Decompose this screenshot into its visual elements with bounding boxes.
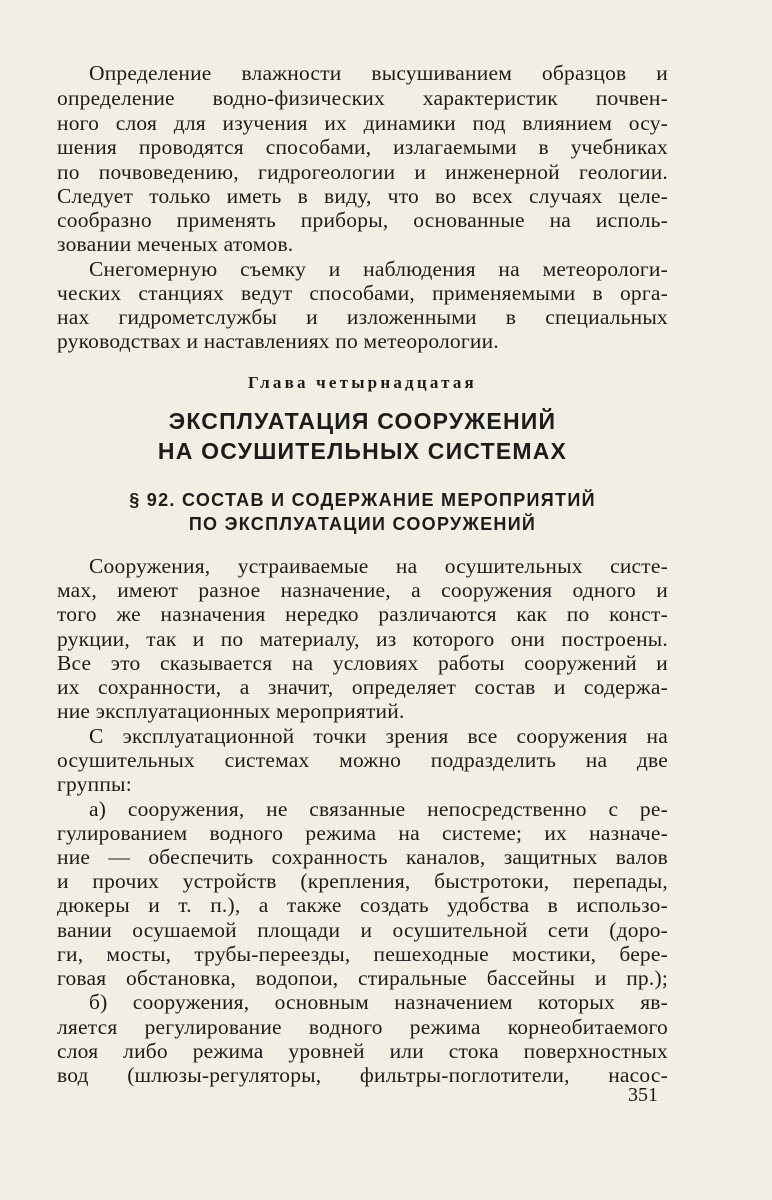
- text-line: Все это сказывается на условиях работы сооружений и: [57, 651, 668, 675]
- text-line: зовании меченых атомов.: [57, 232, 294, 256]
- text-line: ние эксплуатационных мероприятий.: [57, 699, 405, 723]
- text-line: ляется регулирование водного режима корнеобитаемого: [57, 1015, 668, 1039]
- section-title-line: § 92. СОСТАВ И СОДЕРЖАНИЕ МЕРОПРИЯТИЙ: [129, 490, 596, 510]
- page-number: 351: [628, 1084, 658, 1106]
- text-line: ние — обеспечить сохранность каналов, защитных валов: [57, 845, 668, 869]
- text-line: мах, имеют разное назначение, а сооружения одного и: [57, 578, 668, 602]
- text-line: шения проводятся способами, излагаемыми в учебниках: [57, 135, 668, 159]
- text-line: ческих станциях ведут способами, применяемыми в орга-: [57, 281, 668, 305]
- text-line: Следует только иметь в виду, что во всех случаях целе-: [57, 184, 668, 208]
- section-title-line: ПО ЭКСПЛУАТАЦИИ СООРУЖЕНИЙ: [188, 514, 537, 534]
- text-line: и прочих устройств (крепления, быстротоки, перепады,: [57, 869, 668, 893]
- text-line: вании осушаемой площади и осушительной сети (доро-: [57, 918, 668, 942]
- text-line: их сохранности, а значит, определяет состав и содержа-: [57, 675, 668, 699]
- text-line: б) сооружения, основным назначением которых яв-: [89, 990, 668, 1014]
- text-line: нах гидрометслужбы и изложенными в специальных: [57, 305, 668, 329]
- text-line: осушительных системах можно подразделить на две: [57, 748, 668, 772]
- text-line: ги, мосты, трубы-переезды, пешеходные мостики, бере-: [57, 942, 668, 966]
- text-line: Сооружения, устраиваемые на осушительных систе-: [89, 554, 668, 578]
- text-line: дюкеры и т. п.), а также создать удобства в использо-: [57, 893, 668, 917]
- text-line: а) сооружения, не связанные непосредственно с ре-: [89, 797, 668, 821]
- text-line: определение водно-физических характеристик почвен-: [57, 86, 668, 110]
- text-line: группы:: [57, 772, 132, 796]
- text-line: Снегомерную съемку и наблюдения на метеорологи-: [89, 257, 668, 281]
- text-line: того же назначения нередко различаются как по конст-: [57, 602, 668, 626]
- text-line: гулированием водного режима на системе; их назначе-: [57, 821, 668, 845]
- text-line: вод (шлюзы-регуляторы, фильтры-поглотители, насос-: [57, 1063, 668, 1087]
- text-line: по почвоведению, гидрогеологии и инженерной геологии.: [57, 160, 668, 184]
- chapter-label: Глава четырнадцатая: [248, 373, 477, 392]
- text-line: Определение влажности высушиванием образцов и: [89, 61, 668, 85]
- chapter-title-line: ЭКСПЛУАТАЦИЯ СООРУЖЕНИЙ: [168, 408, 557, 434]
- text-line: сообразно применять приборы, основанные на исполь-: [57, 208, 668, 232]
- text-line: руководствах и наставлениях по метеорологии.: [57, 329, 499, 353]
- text-line: рукции, так и по материалу, из которого они построены.: [57, 627, 668, 651]
- text-line: ного слоя для изучения их динамики под влиянием осу-: [57, 111, 668, 135]
- text-line: слоя либо режима уровней или стока поверхностных: [57, 1039, 668, 1063]
- chapter-title-line: НА ОСУШИТЕЛЬНЫХ СИСТЕМАХ: [157, 438, 568, 464]
- text-line: говая обстановка, водопои, стиральные бассейны и пр.);: [57, 966, 668, 990]
- text-line: С эксплуатационной точки зрения все сооружения на: [89, 724, 668, 748]
